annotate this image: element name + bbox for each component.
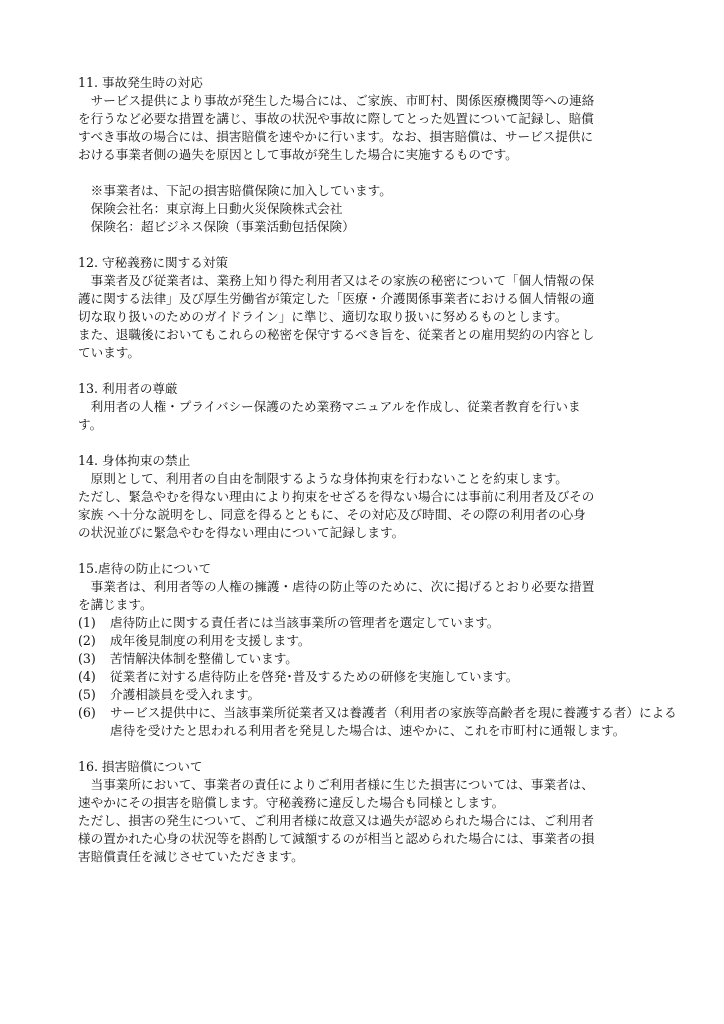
paragraph-line: また、退職後においてもこれらの秘密を保守するべき旨を、従業者との雇用契約の内容とし: [78, 327, 595, 342]
paragraph-line: 当事業所において、事業者の責任によりご利用者様に生じた損害については、事業者は、: [78, 777, 594, 792]
section-heading: 11. 事故発生時の対応: [78, 75, 203, 90]
list-number: (5): [78, 687, 96, 702]
section-13: [78, 380, 678, 434]
section-heading: 13. 利用者の尊厳: [78, 381, 178, 396]
list-text: 介護相談員を受入れます。: [110, 687, 261, 702]
section-14: [78, 452, 678, 542]
section-heading: 12. 守秘義務に関する対策: [78, 255, 228, 270]
list-item: [78, 632, 678, 650]
paragraph-line: の状況並びに緊急やむを得ない理由について記録します。: [78, 525, 405, 540]
paragraph-line: 速やかにその損害を賠償します。守秘義務に違反した場合も同様とします。: [78, 795, 505, 810]
insurance-company: 保険会社名：東京海上日動火災保険株式会社: [78, 201, 343, 216]
paragraph-line: 事業者及び従業者は、業務上知り得た利用者又はその家族の秘密について「個人情報の保: [78, 273, 595, 288]
list-text: 虐待防止に関する責任者には当該事業所の管理者を選定しています。: [110, 615, 500, 630]
paragraph-line: 様の置かれた心身の状況等を斟酌して減額するのが相当と認められた場合には、事業者の損: [78, 831, 595, 846]
list-item: [78, 614, 678, 632]
list-text: 成年後見制度の利用を支援します。: [110, 633, 311, 648]
section-12: [78, 254, 678, 362]
paragraph-line: を講じます。: [78, 597, 153, 612]
list-item: [78, 668, 678, 686]
paragraph-line: 事業者は、利用者等の人権の擁護・虐待の防止等のために、次に掲げるとおり必要な措置: [78, 579, 595, 594]
paragraph-line: 家族 へ十分な説明をし、同意を得るとともに、その対応及び時間、その際の利用者の心身: [78, 507, 586, 522]
list-item: [78, 650, 678, 668]
paragraph-line: 護に関する法律」及び厚生労働省が策定した「医療・介護関係事業者における個人情報の適: [78, 291, 595, 306]
document-page: [78, 74, 678, 866]
paragraph-line: を行うなど必要な措置を講じ、事故の状況や事故に際してとった処置について記録し、賠償: [78, 111, 594, 126]
paragraph-line: 切な取り扱いのためのガイドライン」に準じ、適切な取り扱いに努めるものとします。: [78, 309, 568, 324]
list-text: 従業者に対する虐待防止を啓発･普及するための研修を実施しています。: [110, 669, 519, 684]
paragraph-line: 利用者の人権・プライバシー保護のため業務マニュアルを作成し、従業者教育を行いま: [78, 399, 581, 414]
list-text: サービス提供中に、当該事業所従業者又は養護者（利用者の家族等高齢者を現に養護する者）による虐待を受けたと思われる利用者を発見した場合は、速やかに、これを市町村に通報します。: [110, 705, 677, 738]
section-heading: 14. 身体拘束の禁止: [78, 453, 191, 468]
paragraph-line: ています。: [78, 345, 140, 360]
paragraph-line: ただし、緊急やむを得ない理由により拘束をせざるを得ない場合には事前に利用者及びその: [78, 489, 595, 504]
insurance-note: ※事業者は、下記の損害賠償保険に加入しています。: [78, 183, 392, 198]
paragraph-line: す。: [78, 417, 103, 432]
section-15: [78, 560, 678, 740]
paragraph-line: 害賠償責任を減じさせていただきます。: [78, 849, 304, 864]
section-heading: 16. 損害賠償について: [78, 759, 203, 774]
insurance-name: 保険名：超ビジネス保険（事業活動包括保険）: [78, 219, 355, 234]
section-11: [78, 74, 678, 236]
section-heading: 15.虐待の防止について: [78, 561, 212, 576]
list-item: [78, 686, 678, 704]
list-number: (6): [78, 705, 96, 720]
paragraph-line: すべき事故の場合には、損害賠償を速やかに行います。なお、損害賠償は、サービス提供に: [78, 129, 594, 144]
list-number: (4): [78, 669, 96, 684]
list-item: [78, 704, 678, 740]
paragraph-line: サービス提供により事故が発生した場合には、ご家族、市町村、関係医療機関等への連絡: [78, 93, 595, 108]
list-number: (2): [78, 633, 96, 648]
list-number: (1): [78, 615, 96, 630]
paragraph-line: 原則として、利用者の自由を制限するような身体拘束を行わないことを約束します。: [78, 471, 568, 486]
list-number: (3): [78, 651, 96, 666]
paragraph-line: ただし、損害の発生について、ご利用者様に故意又は過失が認められた場合には、ご利用者: [78, 813, 594, 828]
paragraph-line: おける事業者側の過失を原因として事故が発生した場合に実施するものです。: [78, 147, 518, 162]
section-16: [78, 758, 678, 866]
list-text: 苦情解決体制を整備しています。: [110, 651, 298, 666]
